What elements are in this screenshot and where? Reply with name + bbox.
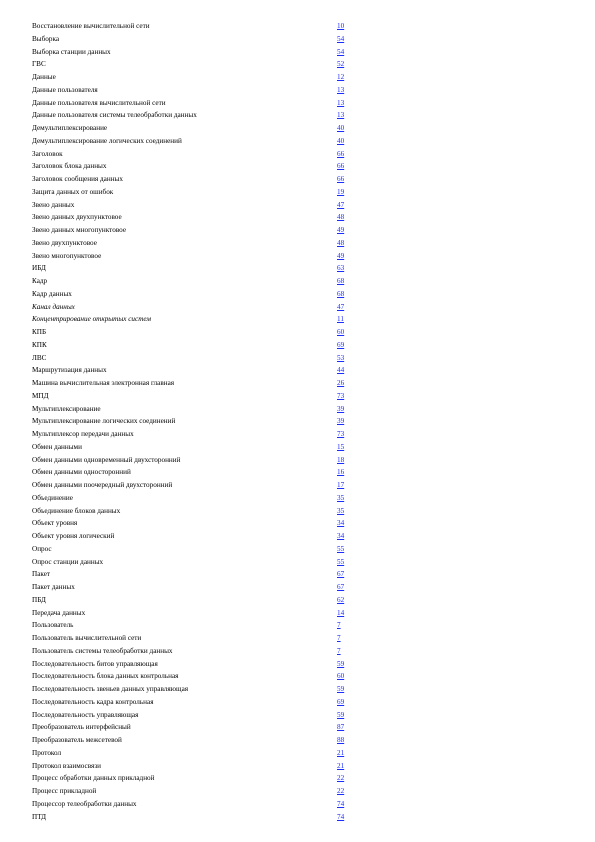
page-reference-link[interactable]: 67 <box>337 570 345 579</box>
index-entry <box>32 581 352 594</box>
index-term: Мультиплексор передачи данных <box>32 430 134 438</box>
index-entry <box>32 607 352 620</box>
page-reference-link[interactable]: 13 <box>337 111 345 120</box>
page-reference-link[interactable]: 54 <box>337 34 345 43</box>
page-reference-link[interactable]: 10 <box>337 22 345 30</box>
index-entry <box>32 250 352 263</box>
index-term: Выборка станции данных <box>32 47 111 56</box>
index-entry <box>32 670 352 683</box>
index-entry <box>32 46 352 59</box>
index-term: Преобразователь межсетевой <box>32 736 122 744</box>
page-reference-link[interactable]: 13 <box>337 85 345 94</box>
index-entry <box>32 97 352 110</box>
index-term: Заголовок сообщения данных <box>32 175 123 183</box>
page-reference-link[interactable]: 74 <box>337 812 345 821</box>
index-term: Пакет <box>32 570 51 579</box>
page-reference-link[interactable]: 55 <box>337 544 345 553</box>
page-reference-link[interactable]: 35 <box>337 493 345 502</box>
index-entry <box>32 811 352 824</box>
index-entry <box>32 160 352 173</box>
index-term: Демультиплексирование <box>32 124 108 132</box>
page-reference-link[interactable]: 49 <box>337 226 345 234</box>
index-term: Защита данных от ошибок <box>32 187 114 196</box>
index-term: Процесс прикладной <box>32 787 97 795</box>
index-entry <box>32 135 352 148</box>
page-reference-link[interactable]: 21 <box>337 761 345 770</box>
page-reference-link[interactable]: 87 <box>337 723 345 732</box>
page-reference-link[interactable]: 15 <box>337 442 345 451</box>
index-entry <box>32 492 352 505</box>
index-term: ГВС <box>32 60 46 69</box>
index-term: Кадр данных <box>32 289 72 298</box>
page-reference-link[interactable]: 39 <box>337 417 345 426</box>
index-term: Обмен данными одновременный двухсторонний <box>32 455 181 464</box>
index-term: Маршрутизация данных <box>32 366 107 375</box>
index-entry <box>32 84 352 97</box>
index-entry <box>32 632 352 645</box>
index-entry <box>32 377 352 390</box>
index-entry <box>32 390 352 403</box>
index-entry <box>32 71 352 84</box>
page-reference-link[interactable]: 59 <box>337 685 345 693</box>
index-term: Объект уровня <box>32 519 78 528</box>
index-entry <box>32 186 352 199</box>
index-entry <box>32 619 352 632</box>
index-term: Обмен данными односторонний <box>32 468 131 477</box>
index-term: Пакет данных <box>32 583 75 591</box>
index-entry <box>32 122 352 135</box>
index-entry <box>32 173 352 186</box>
index-entry <box>32 224 352 237</box>
index-term: Мультиплексирование логических соединений <box>32 417 176 426</box>
page-reference-link[interactable]: 88 <box>337 736 345 744</box>
index-term: Данные <box>32 73 56 81</box>
page-reference-link[interactable]: 53 <box>337 353 345 362</box>
index-term: Процессор телеобработки данных <box>32 799 137 808</box>
alphabetical-index <box>32 20 352 823</box>
index-entry <box>32 785 352 798</box>
index-entry <box>32 734 352 747</box>
index-entry <box>32 109 352 122</box>
index-term: Заголовок блока данных <box>32 162 107 171</box>
index-entry <box>32 645 352 658</box>
index-entry <box>32 454 352 467</box>
index-term: Обмен данными <box>32 442 82 451</box>
index-term: Последовательность битов управляющая <box>32 659 158 668</box>
index-entry <box>32 237 352 250</box>
page-reference-link[interactable]: 55 <box>337 557 345 566</box>
page-reference-link[interactable]: 47 <box>337 302 345 311</box>
page-reference-link[interactable]: 59 <box>337 659 345 668</box>
page-reference-link[interactable]: 73 <box>337 391 345 400</box>
index-term: Данные пользователя <box>32 85 98 94</box>
index-entry <box>32 709 352 722</box>
index-entry <box>32 505 352 518</box>
index-term: Последовательность блока данных контрольная <box>32 672 179 681</box>
page-reference-link[interactable]: 66 <box>337 149 345 158</box>
page-reference-link[interactable]: 74 <box>337 799 345 808</box>
page-reference-link[interactable]: 12 <box>337 73 345 81</box>
index-entry <box>32 479 352 492</box>
index-entry <box>32 466 352 479</box>
index-term: ЛВС <box>32 353 47 362</box>
index-term: Последовательность кадра контрольная <box>32 697 154 706</box>
index-term: Пользователь <box>32 621 74 630</box>
page-reference-link[interactable]: 69 <box>337 340 345 349</box>
index-term: Преобразователь интерфейсный <box>32 723 131 732</box>
index-entry <box>32 288 352 301</box>
page-reference-link[interactable]: 39 <box>337 404 345 413</box>
index-term: Мультиплексирование <box>32 404 101 413</box>
index-entry <box>32 301 352 314</box>
page-reference-link[interactable]: 47 <box>337 200 345 209</box>
page-reference-link[interactable]: 73 <box>337 430 345 438</box>
index-term: Машина вычислительная электронная главная <box>32 379 175 387</box>
index-entry <box>32 441 352 454</box>
index-term: Данные пользователя вычислительной сети <box>32 98 166 107</box>
index-entry <box>32 211 352 224</box>
index-entry <box>32 148 352 161</box>
index-entry <box>32 275 352 288</box>
index-entry <box>32 658 352 671</box>
page-reference-link[interactable]: 44 <box>337 366 345 375</box>
page-reference-link[interactable]: 16 <box>337 468 345 477</box>
page-reference-link[interactable]: 18 <box>337 455 345 464</box>
index-term: Последовательность управляющая <box>32 710 139 719</box>
page-reference-link[interactable]: 14 <box>337 608 345 617</box>
index-entry <box>32 568 352 581</box>
index-term: Восстановление вычислительной сети <box>32 22 150 30</box>
page-reference-link[interactable]: 21 <box>337 748 345 757</box>
page-reference-link[interactable]: 11 <box>337 315 344 324</box>
index-entry <box>32 33 352 46</box>
page-reference-link[interactable]: 69 <box>337 697 345 706</box>
page-reference-link[interactable]: 67 <box>337 583 345 591</box>
index-term: Пользователь вычислительной сети <box>32 634 142 642</box>
index-term: Обмен данными поочередный двухсторонний <box>32 481 173 489</box>
index-term: Звено двухпунктовое <box>32 238 97 247</box>
index-entry <box>32 58 352 71</box>
index-entry <box>32 747 352 760</box>
index-entry <box>32 403 352 416</box>
index-entry <box>32 721 352 734</box>
index-term: Объект уровня логический <box>32 532 115 540</box>
index-entry <box>32 517 352 530</box>
index-entry <box>32 696 352 709</box>
index-entry <box>32 352 352 365</box>
index-term: Пользователь системы телеобработки данных <box>32 646 173 655</box>
page-reference-link[interactable]: 66 <box>337 162 345 171</box>
index-entry <box>32 415 352 428</box>
index-term: Данные пользователя системы телеобработки данных <box>32 111 197 120</box>
page-reference-link[interactable]: 60 <box>337 328 345 336</box>
page-reference-link[interactable]: 7 <box>337 621 341 630</box>
page-reference-link[interactable]: 34 <box>337 532 345 540</box>
index-entry <box>32 798 352 811</box>
index-entry <box>32 313 352 326</box>
index-term: ПТД <box>32 812 47 821</box>
index-term: Звено данных двухпунктовое <box>32 213 122 222</box>
page-reference-link[interactable]: 68 <box>337 277 345 285</box>
page-reference-link[interactable]: 68 <box>337 289 345 298</box>
page-reference-link[interactable]: 34 <box>337 519 345 528</box>
page-reference-link[interactable]: 48 <box>337 238 345 247</box>
index-entry <box>32 199 352 212</box>
index-entry <box>32 772 352 785</box>
index-term: Передача данных <box>32 608 86 617</box>
index-entry <box>32 428 352 441</box>
page-reference-link[interactable]: 7 <box>337 646 341 655</box>
index-term: Опрос <box>32 544 52 553</box>
index-term: Протокол <box>32 748 62 757</box>
index-term: КПБ <box>32 328 47 336</box>
page-reference-link[interactable]: 59 <box>337 710 345 719</box>
page-reference-link[interactable]: 63 <box>337 264 345 273</box>
index-entry <box>32 556 352 569</box>
page-reference-link[interactable]: 13 <box>337 98 345 107</box>
index-term: Выборка <box>32 34 60 43</box>
index-entry <box>32 262 352 275</box>
index-entry <box>32 530 352 543</box>
index-term: Последовательность звеньев данных управляющая <box>32 685 189 693</box>
index-term: Звено многопунктовое <box>32 251 102 260</box>
index-entry <box>32 339 352 352</box>
index-term: МПД <box>32 391 49 400</box>
index-term: ПБД <box>32 595 46 604</box>
index-term: Канал данных <box>32 302 75 311</box>
page-reference-link[interactable]: 62 <box>337 595 345 604</box>
index-term: Демультиплексирование логических соединений <box>32 136 182 145</box>
index-term: Заголовок <box>32 149 63 158</box>
page-reference-link[interactable]: 35 <box>337 506 345 515</box>
page-reference-link[interactable]: 54 <box>337 47 345 56</box>
index-entry <box>32 326 352 339</box>
index-entry <box>32 20 352 33</box>
index-term: Кадр <box>32 277 48 285</box>
index-term: Объединение блоков данных <box>32 506 121 515</box>
page-reference-link[interactable]: 22 <box>337 774 345 783</box>
index-term: Опрос станции данных <box>32 557 104 566</box>
index-entry <box>32 760 352 773</box>
page-reference-link[interactable]: 60 <box>337 672 345 681</box>
index-entry <box>32 364 352 377</box>
index-term: Протокол взаимосвязи <box>32 761 102 770</box>
page-reference-link[interactable]: 26 <box>337 379 345 387</box>
index-term: Объединение <box>32 493 73 502</box>
page-reference-link[interactable]: 40 <box>337 124 345 132</box>
page-reference-link[interactable]: 48 <box>337 213 345 222</box>
page-reference-link[interactable]: 22 <box>337 787 345 795</box>
index-term: Звено данных многопунктовое <box>32 226 127 234</box>
page-reference-link[interactable]: 49 <box>337 251 345 260</box>
index-term: Процесс обработки данных прикладной <box>32 774 155 783</box>
page-reference-link[interactable]: 66 <box>337 175 345 183</box>
page-reference-link[interactable]: 7 <box>337 634 341 642</box>
page-reference-link[interactable]: 19 <box>337 187 345 196</box>
index-term: Звено данных <box>32 200 75 209</box>
index-entry <box>32 683 352 696</box>
index-term: Концентрирование открытых систем <box>32 315 151 324</box>
index-entry <box>32 543 352 556</box>
page-reference-link[interactable]: 52 <box>337 60 345 69</box>
page-reference-link[interactable]: 17 <box>337 481 345 489</box>
index-term: ИБД <box>32 264 46 273</box>
index-entry <box>32 594 352 607</box>
page-reference-link[interactable]: 40 <box>337 136 345 145</box>
index-term: КПК <box>32 340 47 349</box>
